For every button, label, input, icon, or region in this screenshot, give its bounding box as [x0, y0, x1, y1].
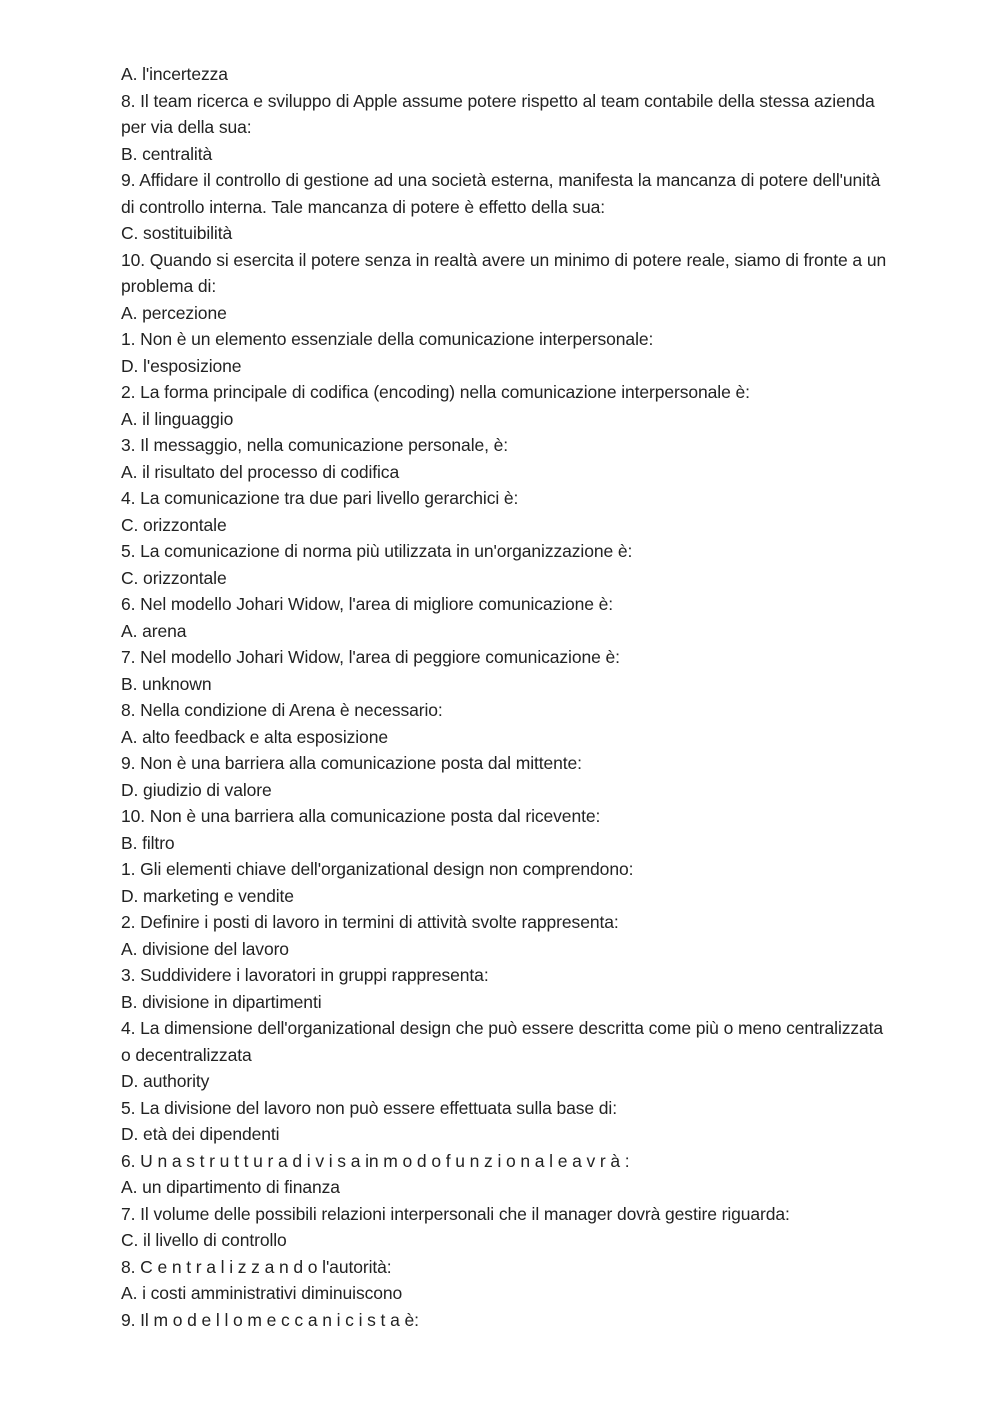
answer-line: A. arena: [121, 620, 187, 641]
question-line: 10. Quando si esercita il potere senza in realtà avere un minimo di potere reale, siamo di fronte a un: [121, 249, 887, 270]
answer-line: A. i costi amministrativi diminuiscono: [121, 1283, 403, 1303]
answer-line: A. un dipartimento di finanza: [121, 1177, 340, 1197]
question-line: 8. C e n t r a l i z z a n d o l'autorità:: [121, 1256, 392, 1277]
answer-line: A. l'incertezza: [121, 64, 228, 84]
question-line: 7. Il volume delle possibili relazioni interpersonali che il manager dovrà gestire riguarda:: [121, 1203, 790, 1224]
question-line: o decentralizzata: [121, 1044, 252, 1065]
question-line: 8. Il team ricerca e sviluppo di Apple assume potere rispetto al team contabile della stessa azienda: [121, 90, 875, 111]
answer-line: C. sostituibilità: [121, 223, 233, 243]
answer-line: C. orizzontale: [121, 514, 227, 535]
answer-line: A. il linguaggio: [121, 408, 234, 429]
answer-line: D. marketing e vendite: [121, 885, 294, 906]
question-line: 6. Nel modello Johari Widow, l'area di migliore comunicazione è:: [121, 594, 614, 614]
question-line: 1. Gli elementi chiave dell'organizational design non comprendono:: [121, 859, 634, 879]
question-line: 9. Non è una barriera alla comunicazione posta dal mittente:: [121, 753, 582, 773]
question-line: 4. La comunicazione tra due pari livello gerarchici è:: [121, 488, 519, 508]
answer-line: D. l'esposizione: [121, 355, 242, 376]
question-line: 8. Nella condizione di Arena è necessario:: [121, 700, 443, 720]
question-line: 3. Suddividere i lavoratori in gruppi rappresenta:: [121, 965, 489, 985]
answer-line: B. filtro: [121, 832, 175, 853]
question-line: problema di:: [121, 276, 217, 296]
answer-line: B. centralità: [121, 143, 213, 164]
question-line: 3. Il messaggio, nella comunicazione personale, è:: [121, 435, 509, 455]
answer-line: A. divisione del lavoro: [121, 938, 289, 959]
question-line: 4. La dimensione dell'organizational design che può essere descritta come più o meno centralizzata: [121, 1018, 884, 1038]
question-line: 1. Non è un elemento essenziale della comunicazione interpersonale:: [121, 329, 654, 349]
answer-line: B. divisione in dipartimenti: [121, 991, 322, 1012]
answer-line: C. orizzontale: [121, 567, 227, 588]
answer-line: A. alto feedback e alta esposizione: [121, 726, 388, 747]
answer-line: C. il livello di controllo: [121, 1230, 287, 1250]
question-line: 9. Affidare il controllo di gestione ad una società esterna, manifesta la mancanza di potere dell'unità: [121, 170, 881, 190]
answer-line: A. il risultato del processo di codifica: [121, 461, 400, 482]
question-line: per via della sua:: [121, 117, 252, 137]
answer-line: D. età dei dipendenti: [121, 1124, 280, 1144]
question-line: 5. La comunicazione di norma più utilizzata in un'organizzazione è:: [121, 541, 633, 561]
question-line: 5. La divisione del lavoro non può essere effettuata sulla base di:: [121, 1097, 617, 1118]
answer-line: A. percezione: [121, 302, 227, 323]
question-line: 9. Il m o d e l l o m e c c a n i c i s t a è:: [121, 1309, 419, 1330]
question-line: 6. U n a s t r u t t u r a d i v i s a in m o d o f u n z i o n a l e a v r à :: [121, 1150, 630, 1171]
question-line: 2. Definire i posti di lavoro in termini di attività svolte rappresenta:: [121, 912, 619, 932]
question-line: 2. La forma principale di codifica (encoding) nella comunicazione interpersonale è:: [121, 382, 750, 402]
question-line: 7. Nel modello Johari Widow, l'area di peggiore comunicazione è:: [121, 647, 620, 667]
answer-line: D. authority: [121, 1071, 210, 1091]
answer-line: D. giudizio di valore: [121, 779, 272, 800]
question-line: di controllo interna. Tale mancanza di potere è effetto della sua:: [121, 196, 606, 217]
question-line: 10. Non è una barriera alla comunicazione posta dal ricevente:: [121, 806, 601, 826]
answer-line: B. unknown: [121, 673, 212, 694]
